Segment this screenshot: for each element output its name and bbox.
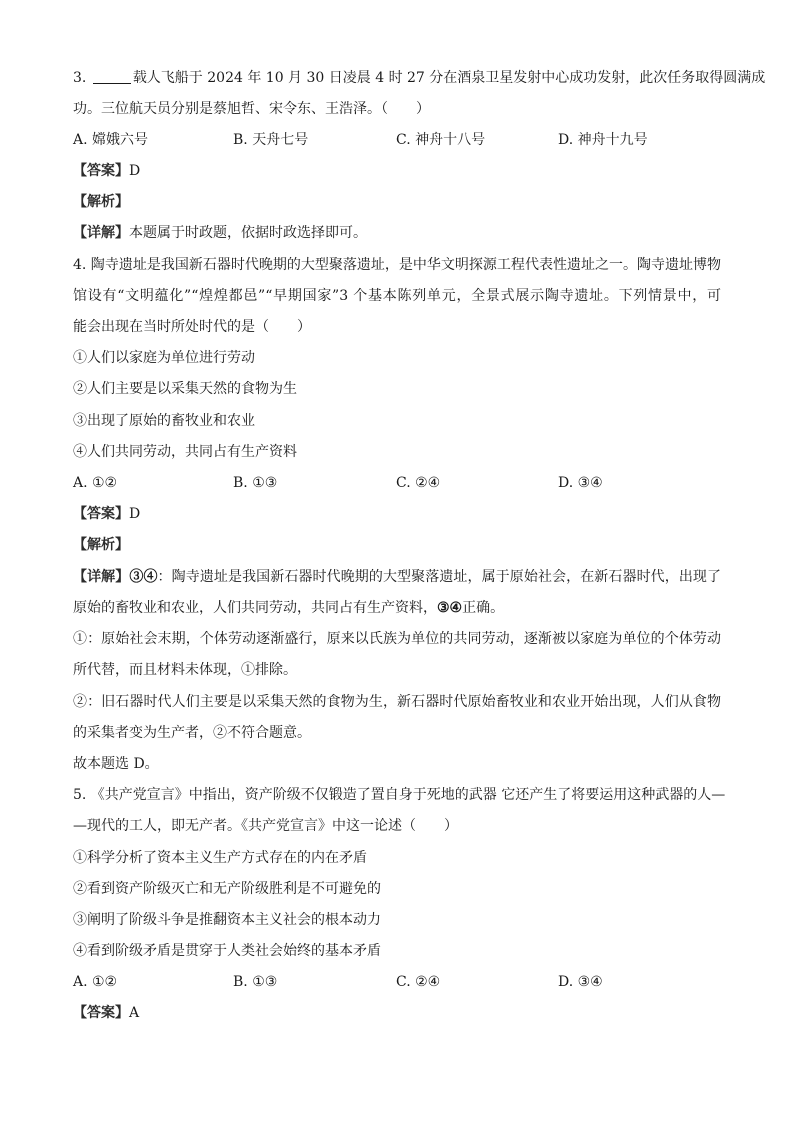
q4-detail-line1-text: ：陶寺遗址是我国新石器时代晚期的大型聚落遗址，属于原始社会，在新石器时代，出现了 [157,569,722,585]
q3-line1-text: 载人飞船于 2024 年 10 月 30 日凌晨 4 时 27 分在酒泉卫星发射中心成功发射，此次任务取得圆满成 [132,70,766,86]
q4-answer-value: D [129,506,141,522]
q4-conclusion: 故本题选 D。 [73,756,159,772]
q4-item-2: ②人们主要是以采集天然的食物为生 [73,381,297,397]
q4-option-b: B. ①③ [233,475,278,491]
q4-answer-tag: 【答案】 [73,506,129,522]
q4-analysis-tag: 【解析】 [73,537,129,553]
q3-option-b: B. 天舟七号 [233,132,309,148]
q4-detail-line2-pre: 原始的畜牧业和农业，人们共同劳动，共同占有生产资料， [73,600,437,616]
q5-answer-tag: 【答案】 [73,1005,129,1021]
q4-detail-line2-post: 正确。 [462,600,505,616]
q5-item-1: ①科学分析了资本主义生产方式存在的内在矛盾 [73,850,367,866]
q5-option-a: A. ①② [73,974,118,990]
q4-option-a: A. ①② [73,475,118,491]
q5-answer-value: A [129,1005,140,1021]
q3-option-a: A. 嫦娥六号 [73,132,149,148]
q4-line-3: 能会出现在当时所处时代的是（ ） [73,319,311,335]
q4-detail-line-2 [73,598,504,618]
q3-line-1 [73,68,766,88]
q5-option-d: D. ③④ [558,974,603,990]
q3-line-2: 功。三位航天员分别是蔡旭哲、宋令东、王浩泽。（ ） [73,101,430,117]
q3-detail-text: 本题属于时政题，依据时政选择即可。 [129,225,367,241]
q4-detail-line-4: 所代替，而且材料未体现，①排除。 [73,662,297,678]
q5-line-2: —现代的工人，即无产者。《共产党宣言》中这一论述（ ） [73,818,458,834]
q5-option-b: B. ①③ [233,974,278,990]
q4-detail-line-1 [73,567,721,587]
q4-detail-line-3: ①：原始社会末期，个体劳动逐渐盛行，原来以氏族为单位的共同劳动，逐渐被以家庭为单位的个体劳动 [73,631,721,647]
q3-answer-value: D [129,163,141,179]
q5-option-c: C. ②④ [396,974,441,990]
q4-option-d: D. ③④ [558,475,603,491]
q4-item-3: ③出现了原始的畜牧业和农业 [73,413,255,429]
q4-answer [73,504,140,524]
q3-blank [93,69,131,84]
q4-line-1: 4. 陶寺遗址是我国新石器时代晚期的大型聚落遗址，是中华文明探源工程代表性遗址之一。陶寺遗址博物 [73,257,721,273]
q4-detail-bold: ③④ [129,569,158,585]
q5-line-1: 5. 《共产党宣言》中指出，资产阶级不仅锻造了置自身于死地的武器 它还产生了将要运用这种武器的人— [73,787,726,803]
q3-answer-tag: 【答案】 [73,163,129,179]
q3-option-d: D. 神舟十九号 [558,132,648,148]
q3-option-c: C. 神舟十八号 [396,132,486,148]
q3-answer [73,161,140,181]
q3-number: 3. [73,70,87,86]
q3-detail [73,223,367,243]
q3-detail-tag: 【详解】 [73,225,129,241]
q4-detail-line-6: 的采集者变为生产者，②不符合题意。 [73,725,311,741]
q5-answer [73,1003,139,1023]
q4-item-4: ④人们共同劳动，共同占有生产资料 [73,444,297,460]
q5-item-2: ②看到资产阶级灭亡和无产阶级胜利是不可避免的 [73,881,381,897]
q5-item-3: ③阐明了阶级斗争是推翻资本主义社会的根本动力 [73,912,381,928]
q3-analysis-tag: 【解析】 [73,194,129,210]
q4-detail-line-5: ②：旧石器时代人们主要是以采集天然的食物为生，新石器时代原始畜牧业和农业开始出现，人们从食物 [73,694,721,710]
q4-option-c: C. ②④ [396,475,441,491]
q4-item-1: ①人们以家庭为单位进行劳动 [73,350,255,366]
q4-line-2: 馆设有“文明蕴化”“煌煌都邑”“早期国家”3 个基本陈列单元，全景式展示陶寺遗址。下列情景中，可 [73,288,721,304]
q4-detail-tag: 【详解】 [73,569,130,585]
q4-detail-line2-bold: ③④ [437,600,463,616]
q5-item-4: ④看到阶级矛盾是贯穿于人类社会始终的基本矛盾 [73,943,381,959]
